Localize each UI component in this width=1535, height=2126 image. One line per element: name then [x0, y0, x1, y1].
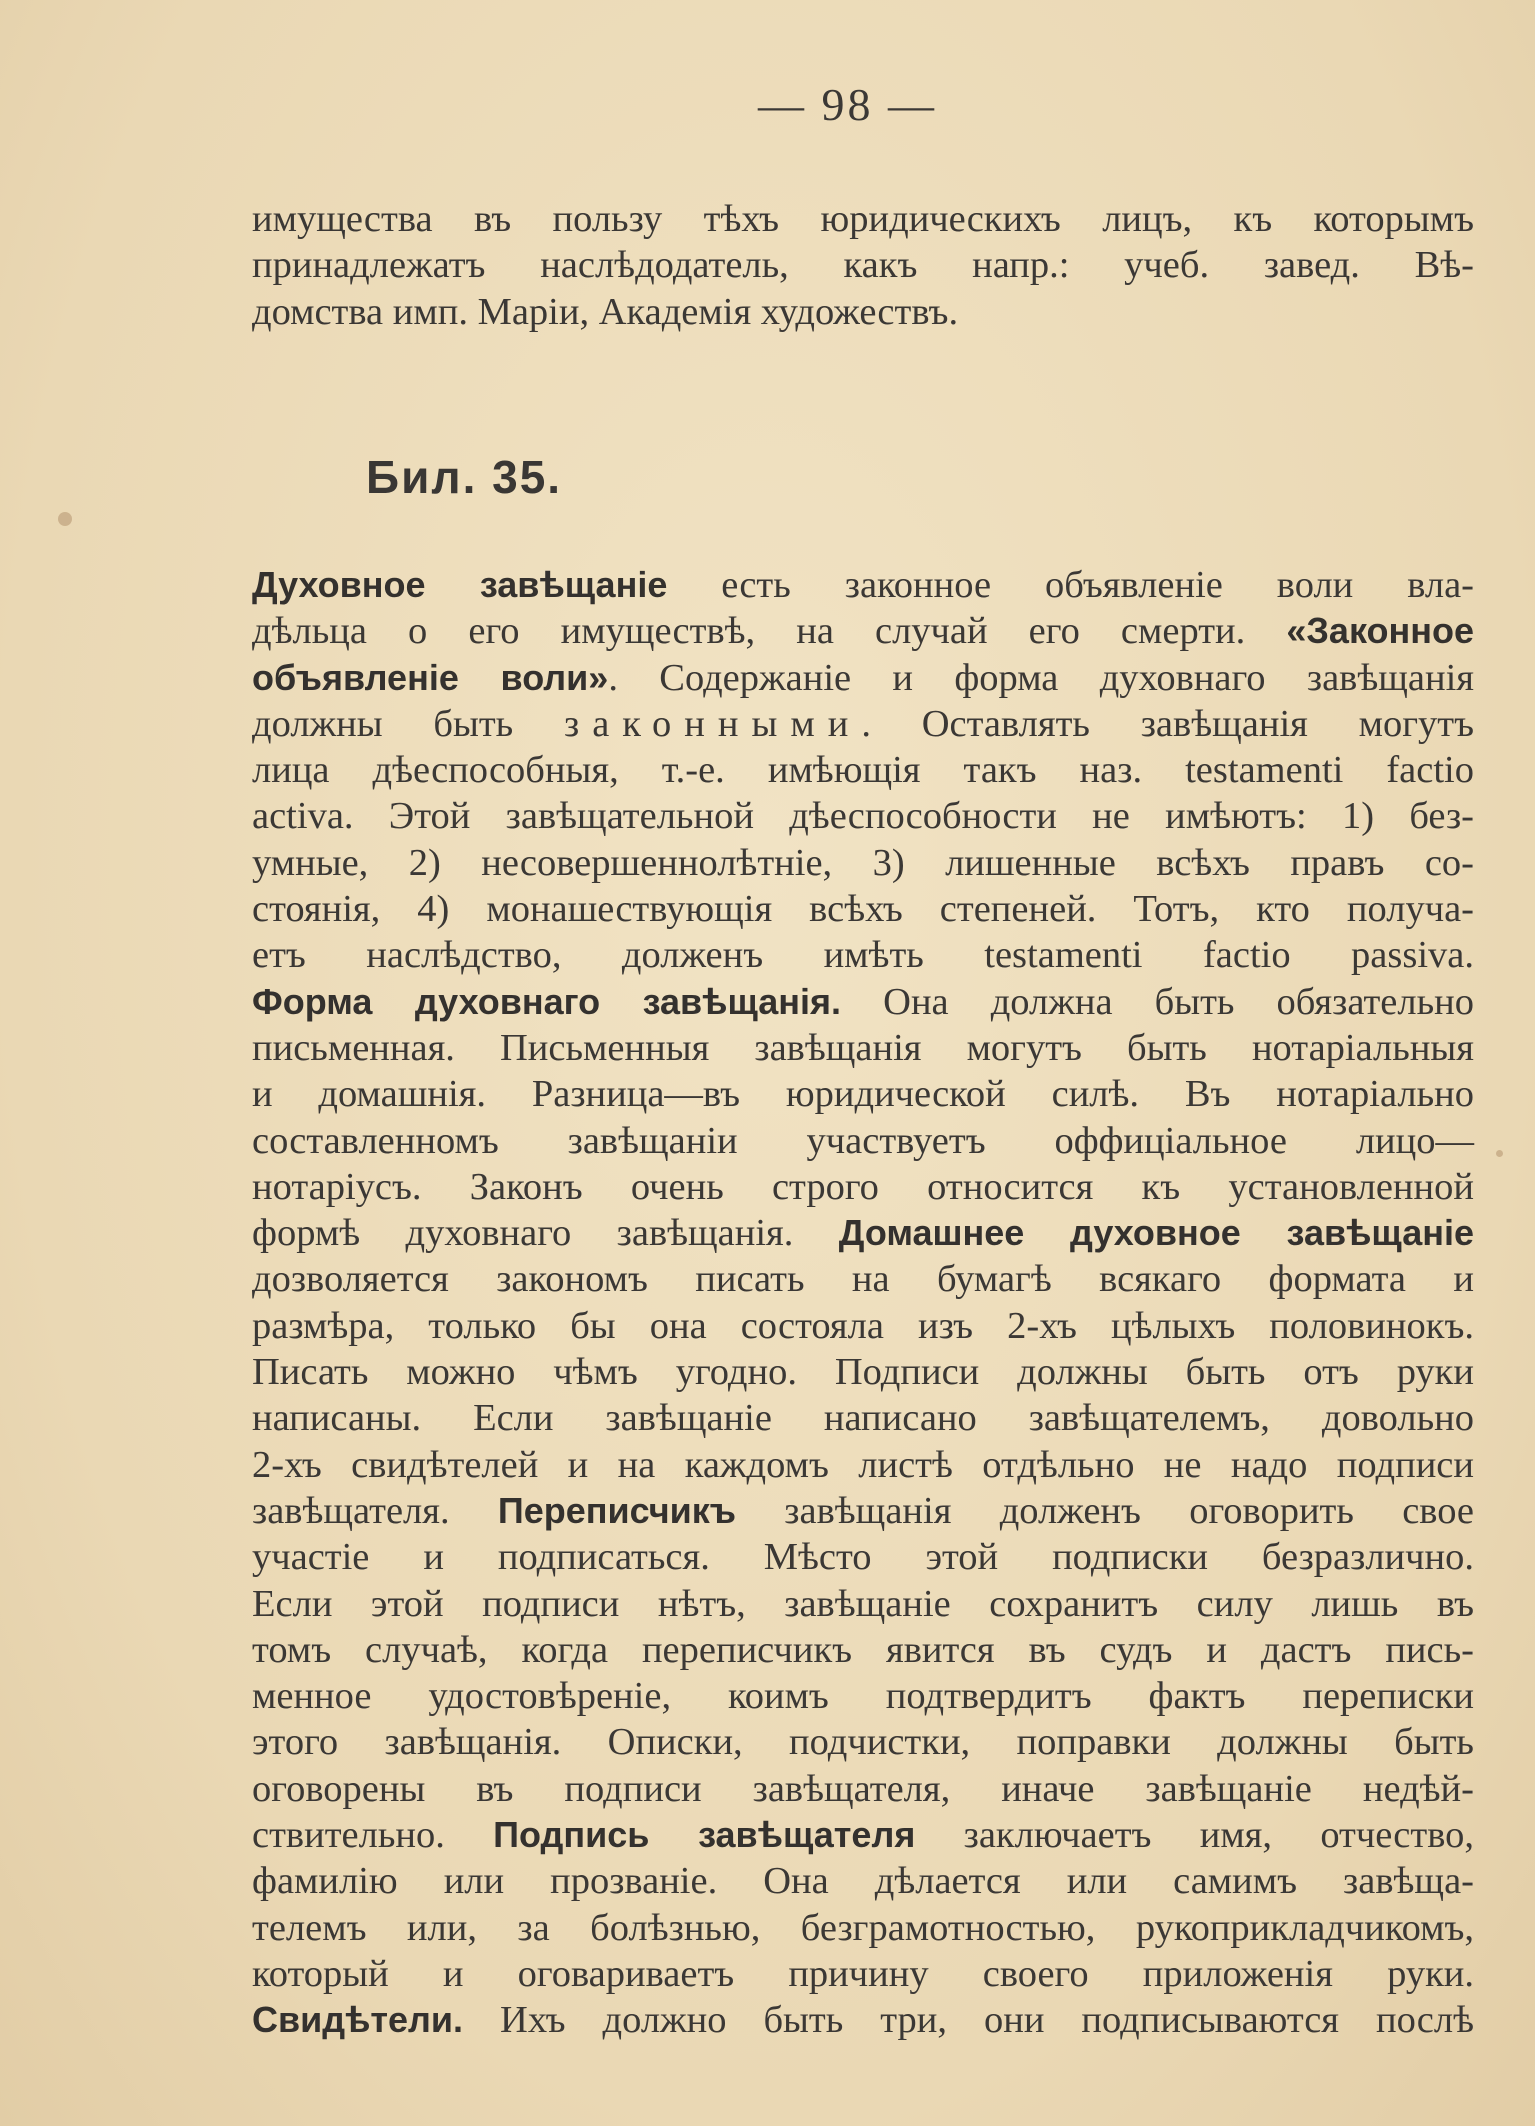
text-line: лица дѣеспособныя, т.-е. имѣющія такъ наз. testamenti factio — [252, 749, 1474, 792]
text-line: написаны. Если завѣщаніе написано завѣщателемъ, довольно — [252, 1397, 1474, 1440]
term-home-will: Домашнее духовное завѣщаніе — [838, 1212, 1474, 1254]
text-line: дозволяется закономъ писать на бумагѣ всякаго формата и — [252, 1258, 1474, 1301]
text-line: фамилію или прозваніе. Она дѣлается или самимъ завѣща- — [252, 1860, 1474, 1903]
text-line: принадлежатъ наслѣдодатель, какъ напр.: учеб. завед. Вѣ- — [252, 244, 1474, 287]
text-line: Свидѣтели. Ихъ должно быть три, они подписываются послѣ — [252, 1999, 1474, 2042]
text-line: домства имп. Маріи, Академія художествъ. — [252, 290, 959, 333]
text-line: стоянія, 4) монашествующія всѣхъ степеней. Тотъ, кто получа- — [252, 888, 1474, 931]
text-line: Писать можно чѣмъ угодно. Подписи должны быть отъ руки — [252, 1351, 1474, 1394]
term-lawful: «Законное — [1286, 610, 1474, 652]
text-line: ствительно. Подпись завѣщателя заключаетъ имя, отчество, — [252, 1814, 1474, 1857]
term-declaration-of-will: объявленіе воли» — [252, 656, 609, 698]
text-line: письменная. Письменныя завѣщанія могутъ быть нотаріальныя — [252, 1026, 1474, 1069]
text-line: умные, 2) несовершеннолѣтніе, 3) лишенные всѣхъ правъ со- — [252, 841, 1474, 884]
term-testator-signature: Подпись завѣщателя — [493, 1814, 916, 1856]
paper-stain — [1496, 1150, 1503, 1157]
text-line: activa. Этой завѣщательной дѣеспособности не имѣютъ: 1) без- — [252, 795, 1474, 838]
term-witnesses: Свидѣтели. — [252, 1999, 464, 2041]
term-will-form: Форма духовнаго завѣщанія. — [252, 980, 842, 1022]
text-line: 2-хъ свидѣтелей и на каждомъ листѣ отдѣльно не надо подписи — [252, 1443, 1474, 1486]
intro-paragraph — [252, 196, 1474, 335]
text-line: должны быть законными. Оставлять завѣщанія могутъ — [252, 702, 1474, 745]
text-line: нотаріусъ. Законъ очень строго относится къ установленной — [252, 1165, 1474, 1208]
text-line: имущества въ пользу тѣхъ юридическихъ лицъ, къ которымъ — [252, 198, 1474, 240]
text-line: завѣщателя. Переписчикъ завѣщанія долженъ оговорить свое — [252, 1489, 1475, 1532]
text-line: етъ наслѣдство, долженъ имѣть testamenti factio passiva. — [252, 934, 1474, 977]
text-line: участіе и подписаться. Мѣсто этой подписки безразлично. — [252, 1536, 1474, 1579]
text-line: оговорены въ подписи завѣщателя, иначе завѣщаніе недѣй- — [252, 1767, 1474, 1810]
text-line: томъ случаѣ, когда переписчикъ явится въ судъ и дастъ пись- — [252, 1628, 1474, 1671]
paper-stain — [58, 512, 72, 526]
body-paragraph — [252, 562, 1474, 2044]
text-line: формѣ духовнаго завѣщанія. Домашнее духовное завѣщаніе — [252, 1212, 1474, 1255]
text-line: размѣра, только бы она состояла изъ 2-хъ цѣлыхъ половинокъ. — [252, 1304, 1474, 1347]
text-line: менное удостовѣреніе, коимъ подтвердитъ фактъ переписки — [252, 1675, 1474, 1718]
term-spiritual-will: Духовное завѣщаніе — [252, 564, 668, 605]
text-line: Духовное завѣщаніе есть законное объявленіе воли вла- — [252, 564, 1474, 606]
text-line: этого завѣщанія. Описки, подчистки, поправки должны быть — [252, 1721, 1474, 1764]
text-line: и домашнія. Разница—въ юридической силѣ. Въ нотаріально — [252, 1073, 1474, 1116]
text-line: телемъ или, за болѣзнью, безграмотностью, рукоприкладчикомъ, — [252, 1906, 1474, 1949]
text-line: Форма духовнаго завѣщанія. Она должна быть обязательно — [252, 980, 1474, 1023]
ticket-heading: Бил. 35. — [366, 451, 563, 503]
text-line: объявленіе воли». Содержаніе и форма духовнаго завѣщанія — [252, 656, 1474, 699]
text-line: дѣльца о его имуществѣ, на случай его смерти. «Законное — [252, 610, 1474, 653]
text-line: который и оговариваетъ причину своего приложенія руки. — [252, 1952, 1474, 1995]
spaced-word: законными — [563, 702, 862, 745]
text-line: Если этой подписи нѣтъ, завѣщаніе сохранитъ силу лишь въ — [252, 1582, 1474, 1625]
page-number: — 98 — — [758, 79, 937, 130]
term-copyist: Переписчикъ — [497, 1489, 737, 1531]
text-line: составленномъ завѣщаніи участвуетъ оффиціальное лицо— — [252, 1119, 1474, 1162]
